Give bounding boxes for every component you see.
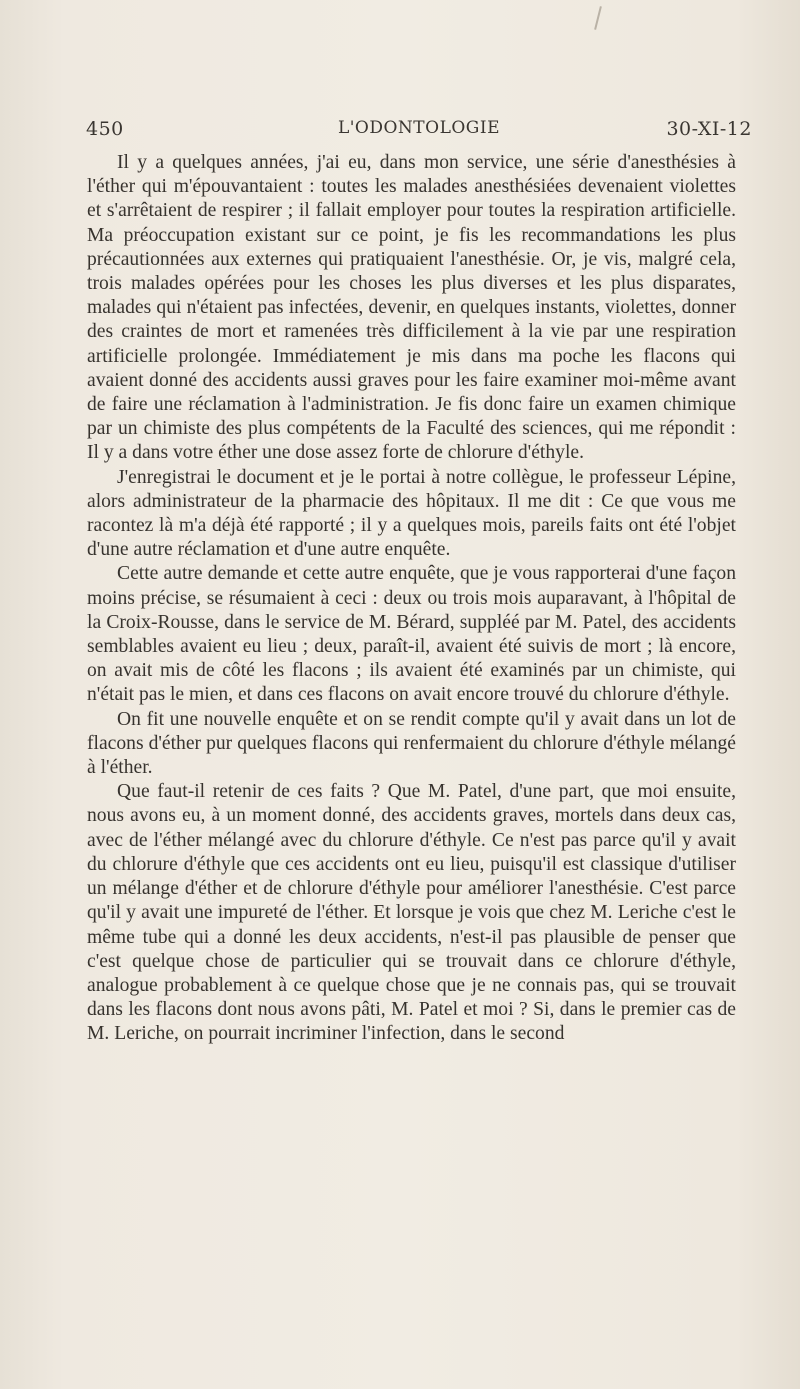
paragraph-4: On fit une nouvelle enquête et on se rendit compte qu'il y avait dans un lot de flacons d'éther pur quelques flacons qui renfermaient du chlorure d'éthyle mélangé à l'éther. bbox=[87, 708, 736, 779]
paragraph-3: Cette autre demande et cette autre enquête, que je vous rapporterai d'une façon moins précise, se résumaient à ceci : deux ou trois mois auparavant, à l'hôpital de la Croix-Rousse, dans le service de M. Bérard, suppléé par M. Patel, des accidents semblables avaient eu lieu ; deux, paraît-il, avaient été suivis de mort ; là encore, on avait mis de côté les flacons ; ils avaient été examinés par un chimiste, qui n'était pas le mien, et dans ces flacons on avait encore trouvé du chlorure d'éthyle. bbox=[87, 563, 736, 706]
journal-title: L'ODONTOLOGIE bbox=[337, 118, 501, 138]
body-text bbox=[87, 151, 736, 1047]
paragraph-5: Que faut-il retenir de ces faits ? Que M. Patel, d'une part, que moi ensuite, nous avons eu, à un moment donné, des accidents graves, mortels dans deux cas, avec de l'éther mélangé avec du chlorure d'éthyle. Ce n'est pas parce qu'il y avait du chlorure d'éthyle que ces accidents ont eu lieu, puisqu'il est classique d'utiliser un mélange d'éther et de chlorure d'éthyle pour améliorer l'anesthésie. C'est parce qu'il y avait une impureté de l'éther. Et lorsque je vois que chez M. Leriche c'est le même tube qui a donné les deux accidents, n'est-il pas plausible de penser que c'est quelque chose de particulier qui se trouvait dans ce chlorure d'éthyle, analogue probablement à ce quelque chose que je ne connais pas, qui se trouvait dans les flacons dont nous avons pâti, M. Patel et moi ? Si, dans le premier cas de M. Leriche, on pourrait incriminer l'infection, dans le second bbox=[87, 781, 736, 1045]
issue-date: 30-XI-12 bbox=[666, 118, 752, 140]
paragraph-2: J'enregistrai le document et je le portai à notre collègue, le professeur Lépine, alors administrateur de la pharmacie des hôpitaux. Il me dit : Ce que vous me racontez là m'a déjà été rapporté ; il y a quelques mois, pareils faits ont été l'objet d'une autre réclamation et d'une autre enquête. bbox=[87, 466, 736, 561]
paragraph-1: Il y a quelques années, j'ai eu, dans mon service, une série d'anesthésies à l'éther qui m'épouvantaient : toutes les malades anesthésiées devenaient violettes et s'arrêtaient de respirer ; il fallait employer pour toutes la respiration artificielle. Ma préoccupation existant sur ce point, je fis les recommandations les plus précautionnées aux externes qui pratiquaient l'anesthésie. Or, je vis, malgré cela, trois malades opérées pour les choses les plus diverses et les plus disparates, malades qui n'étaient pas infectées, devenir, en quelques instants, violettes, donner des craintes de mort et ramenées très difficilement à la vie par une respiration artificielle prolongée. Immédiatement je mis dans ma poche les flacons qui avaient donné des accidents aussi graves pour les faire examiner moi-même avant de faire une réclamation à l'administration. Je fis donc faire un examen chimique par un chimiste des plus compétents de la Faculté des sciences, qui me répondit : Il y a dans votre éther une dose assez forte de chlorure d'éthyle. bbox=[87, 152, 736, 464]
page-number: 450 bbox=[86, 118, 124, 140]
margin-pencil-mark bbox=[594, 6, 602, 30]
running-header bbox=[86, 118, 752, 146]
